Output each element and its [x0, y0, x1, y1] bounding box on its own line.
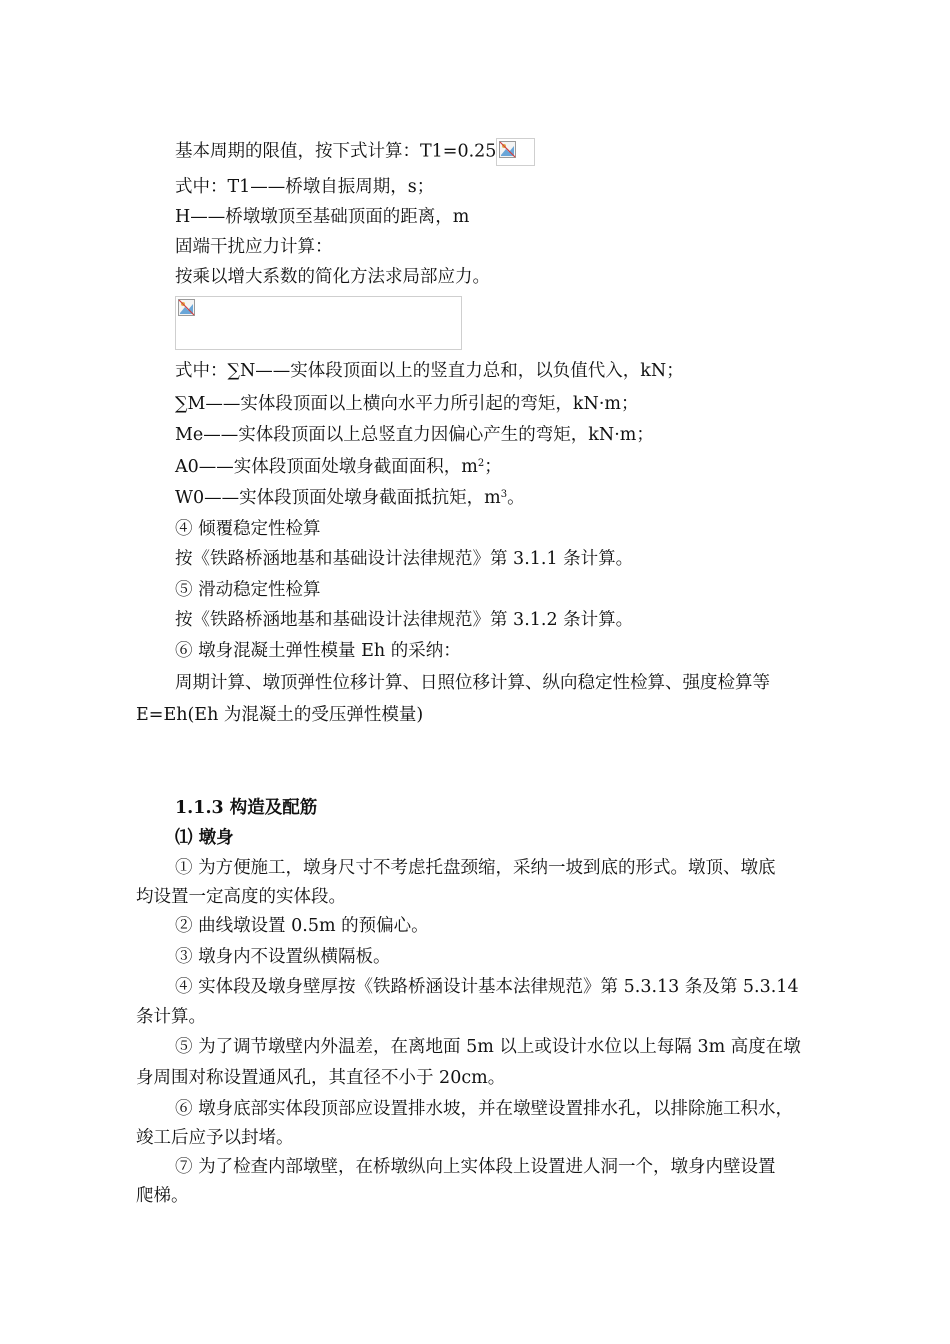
text-line: 周期计算、墩顶弹性位移计算、日照位移计算、纵向稳定性检算、强度检算等 [175, 673, 770, 693]
broken-image-icon [499, 141, 516, 158]
text-line: ⑥ 墩身混凝土弹性模量 Eh 的采纳： [175, 641, 461, 661]
text-line: H——桥墩墩顶至基础顶面的距离，m [175, 207, 470, 227]
paragraph-line: ⑤ 为了调节墩壁内外温差，在离地面 5m 以上或设计水位以上每隔 3m 高度在墩 [175, 1037, 801, 1057]
text-line: 式中：∑N——实体段顶面以上的竖直力总和，以负值代入，kN； [175, 361, 684, 381]
paragraph-line: ⑥ 墩身底部实体段顶部应设置排水坡，并在墩壁设置排水孔，以排除施工积水， [175, 1099, 794, 1119]
sub-heading: ⑴ 墩身 [175, 828, 234, 848]
text-line: 按《铁路桥涵地基和基础设计法律规范》第 3.1.1 条计算。 [175, 549, 634, 569]
text-line: E=Eh(Eh 为混凝土的受压弹性模量) [136, 705, 424, 725]
text-line: W0——实体段顶面处墩身截面抵抗矩，$m^3$。 [175, 488, 525, 508]
formula-image-placeholder [175, 296, 462, 350]
paragraph-line: 竣工后应予以封堵。 [136, 1128, 294, 1148]
text-line: ⑤ 滑动稳定性检算 [175, 580, 321, 600]
text-line: 按《铁路桥涵地基和基础设计法律规范》第 3.1.2 条计算。 [175, 610, 634, 630]
text-line: Me——实体段顶面以上总竖直力因偏心产生的弯矩，kN·m； [175, 425, 654, 445]
paragraph-line: 爬梯。 [136, 1186, 189, 1206]
section-heading: 1.1.3 构造及配筋 [175, 798, 318, 818]
text-line: 固端干扰应力计算： [175, 237, 333, 257]
period-limit-text: 基本周期的限值，按下式计算：T1=0.25 [175, 141, 497, 162]
text-line [175, 138, 535, 166]
formula-image-placeholder [496, 138, 535, 166]
broken-image-icon [178, 299, 195, 316]
text-line: 式中：T1——桥墩自振周期，s； [175, 177, 435, 197]
text-line: ∑M——实体段顶面以上横向水平力所引起的弯矩，kN·m； [175, 394, 639, 414]
paragraph-line: ③ 墩身内不设置纵横隔板。 [175, 947, 391, 967]
paragraph-line: ② 曲线墩设置 0.5m 的预偏心。 [175, 916, 429, 936]
paragraph-line: ⑦ 为了检查内部墩壁，在桥墩纵向上实体段上设置进人洞一个，墩身内壁设置 [175, 1157, 776, 1177]
text-line: 按乘以增大系数的简化方法求局部应力。 [175, 267, 490, 287]
paragraph-line: 均设置一定高度的实体段。 [136, 887, 346, 907]
paragraph-line: ① 为方便施工，墩身尺寸不考虑托盘颈缩，采纳一坡到底的形式。墩顶、墩底 [175, 858, 776, 878]
text-line: A0——实体段顶面处墩身截面面积，$m^2$； [175, 457, 502, 477]
text-line: ④ 倾覆稳定性检算 [175, 519, 321, 539]
paragraph-line: 条计算。 [136, 1007, 206, 1027]
paragraph-line: ④ 实体段及墩身壁厚按《铁路桥涵设计基本法律规范》第 5.3.13 条及第 5.3.14 [175, 977, 799, 997]
paragraph-line: 身周围对称设置通风孔，其直径不小于 20cm。 [136, 1068, 506, 1088]
